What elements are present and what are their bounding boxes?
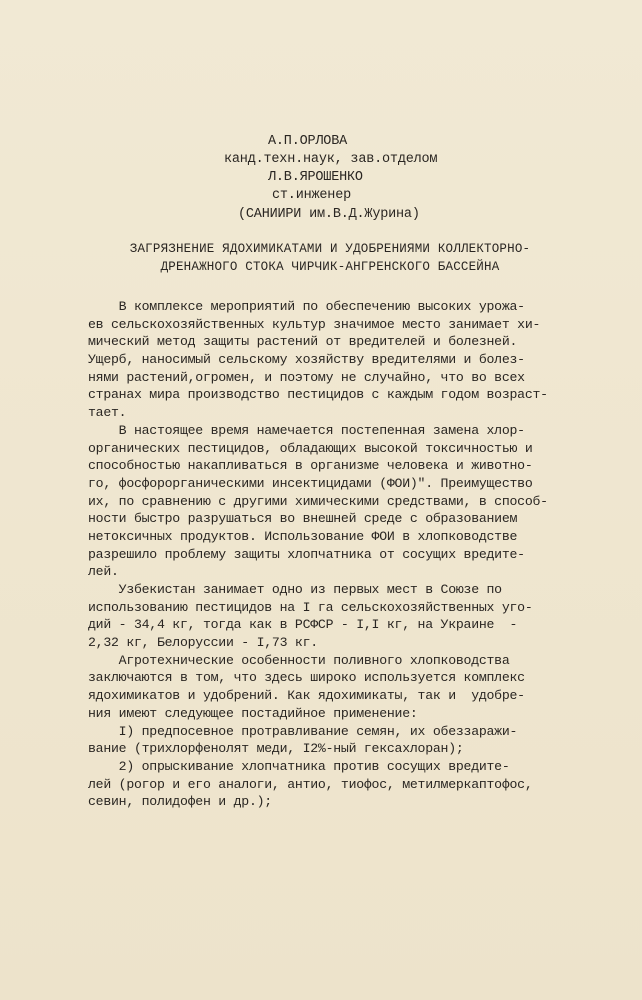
body-line: ности быстро разрушаться во внешней среде с образованием	[88, 511, 518, 527]
body-line: Ущерб, наносимый сельскому хозяйству вредителями и болез-	[88, 352, 525, 368]
body-line: разрешило проблему защиты хлопчатника от сосущих вредите-	[88, 546, 525, 562]
article-title	[60, 240, 600, 276]
body-line: использованию пестицидов на I га сельскохозяйственных уго-	[88, 599, 533, 615]
body-line: дий - 34,4 кг, тогда как в РСФСР - I,I кг, на Украине -	[88, 617, 518, 633]
affiliation: (САНИИРИ им.В.Д.Журина)	[238, 207, 420, 222]
body-line: их, по сравнению с другими химическими средствами, в способ-	[88, 493, 548, 509]
body-line: мический метод защиты растений от вредителей и болезней.	[88, 334, 518, 350]
body-line: Агротехнические особенности поливного хлопководства	[88, 652, 510, 668]
body-line: В комплексе мероприятий по обеспечению высоких урожа-	[88, 299, 525, 314]
body-line: нетоксичных продуктов. Использование ФОИ в хлопководстве	[88, 528, 518, 544]
title-line-1: ЗАГРЯЗНЕНИЕ ЯДОХИМИКАТАМИ И УДОБРЕНИЯМИ КОЛЛЕКТОРНО-	[129, 242, 531, 256]
body-line: странах мира производство пестицидов с каждым годом возраст-	[88, 387, 548, 403]
body-line: I) предпосевное протравливание семян, их обеззаражи-	[88, 723, 518, 739]
body-line: органических пестицидов, обладающих высокой токсичностью и	[88, 440, 533, 456]
body-line: тает.	[88, 405, 127, 421]
body-line: лей.	[88, 564, 119, 580]
body-line: 2,32 кг, Белоруссии - I,73 кг.	[88, 635, 318, 651]
body-line: ядохимикатов и удобрений. Как ядохимикаты, так и удобре-	[88, 688, 525, 704]
title-line-2: ДРЕНАЖНОГО СТОКА ЧИРЧИК-АНГРЕНСКОГО БАССЕЙНА	[160, 260, 500, 274]
author-1-title: канд.техн.наук, зав.отделом	[224, 152, 438, 167]
body-line: го, фосфорорганическими инсектицидами (ФОИ)". Преимущество	[88, 475, 533, 491]
body-line: заключаются в том, что здесь широко используется комплекс	[88, 670, 525, 686]
body-line: нями растений,огромен, и поэтому не случайно, что во всех	[88, 369, 525, 385]
body-line: севин, полидофен и др.);	[88, 794, 272, 810]
body-line: Узбекистан занимает одно из первых мест в Союзе по	[88, 582, 502, 597]
body-line: В настоящее время намечается постепенная замена хлор-	[88, 422, 525, 438]
body-line: ев сельскохозяйственных культур значимое место занимает хи-	[88, 316, 541, 332]
body-line: способностью накапливаться в организме человека и животно-	[88, 458, 533, 474]
author-1-name: А.П.ОРЛОВА	[268, 134, 348, 149]
article-body	[88, 298, 588, 811]
body-line: лей (рогор и его аналоги, антио, тиофос, метилмеркаптофос,	[88, 776, 533, 792]
author-2-name: Л.В.ЯРОШЕНКО	[268, 170, 363, 185]
body-line: вание (трихлорфенолят меди, I2%-ный гексахлоран);	[88, 741, 464, 757]
body-line: ния имеют следующее постадийное применение:	[88, 705, 418, 721]
author-2-title: ст.инженер	[272, 188, 352, 203]
body-line: 2) опрыскивание хлопчатника против сосущих вредите-	[88, 758, 510, 774]
